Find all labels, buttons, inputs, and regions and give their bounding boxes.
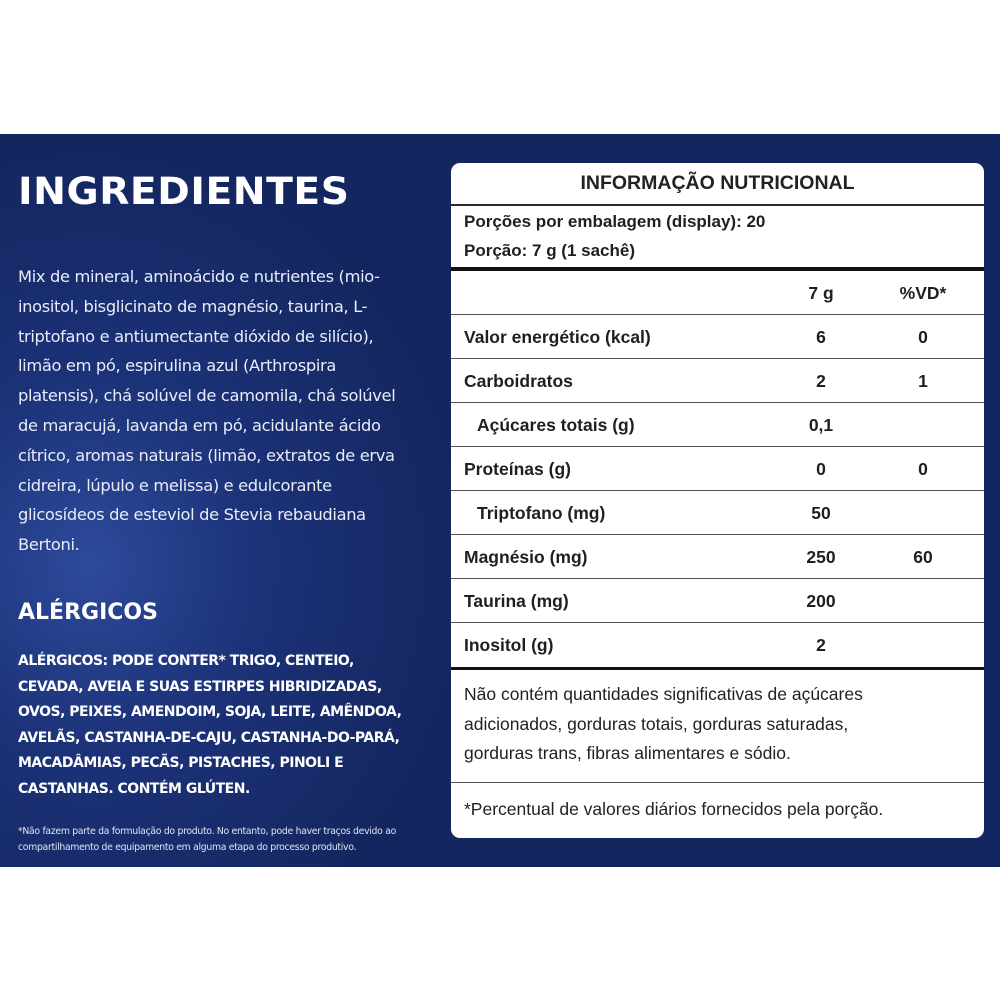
- ingredients-line: cítrico, aromas naturais (limão, extratos de erva: [18, 445, 395, 465]
- table-row: [451, 535, 984, 579]
- note-line: adicionados, gorduras totais, gorduras saturadas,: [464, 713, 849, 734]
- allergens-line: OVOS, PEIXES, AMENDOIM, SOJA, LEITE, AMÊNDOA,: [18, 704, 402, 720]
- ingredients-line: glicosídeos de esteviol de Stevia rebaudiana: [18, 505, 366, 525]
- row-value: 250: [806, 547, 836, 567]
- divider: [451, 782, 984, 783]
- row-label: Magnésio (mg): [464, 547, 588, 567]
- ingredients-line: triptofano e antiumectante dióxido de silício),: [18, 326, 374, 346]
- table-row: [451, 447, 984, 491]
- allergens-line: MACADÂMIAS, PECÃS, PISTACHES, PINOLI E: [18, 755, 344, 771]
- table-row: [451, 403, 984, 447]
- ingredients-line: de maracujá, lavanda em pó, acidulante ácido: [18, 415, 381, 435]
- row-value: 0,1: [808, 415, 834, 435]
- allergens-title: ALÉRGICOS: [18, 600, 158, 625]
- row-label: Taurina (mg): [464, 591, 569, 611]
- ingredients-title: INGREDIENTES: [18, 170, 350, 213]
- ingredients-line: Bertoni.: [18, 535, 80, 555]
- allergens-line: CASTANHAS. CONTÉM GLÚTEN.: [18, 780, 250, 797]
- dv-footnote: *Percentual de valores diários fornecidos pela porção.: [464, 799, 884, 819]
- ingredients-line: cidreira, lúpulo e melissa) e edulcorante: [18, 475, 332, 495]
- column-header-dv: %VD*: [899, 283, 947, 303]
- allergens-line: CEVADA, AVEIA E SUAS ESTIRPES HIBRIDIZADAS,: [18, 678, 382, 695]
- table-header-row: [451, 271, 984, 315]
- serving-size: Porção: 7 g (1 sachê): [464, 241, 636, 260]
- row-value: 2: [816, 371, 826, 391]
- row-value: 200: [806, 591, 836, 611]
- row-dv: 0: [918, 327, 928, 347]
- table-row: [451, 359, 984, 403]
- allergens-line: ALÉRGICOS: PODE CONTER* TRIGO, CENTEIO,: [18, 653, 354, 669]
- nutrition-title: INFORMAÇÃO NUTRICIONAL: [580, 172, 855, 194]
- row-dv: 0: [918, 459, 928, 479]
- footnote-line: *Não fazem parte da formulação do produto. No entanto, pode haver traços devido ao: [18, 826, 396, 837]
- nutrition-note: [464, 680, 969, 769]
- divider: [451, 204, 984, 206]
- servings-per-package: Porções por embalagem (display): 20: [464, 212, 766, 231]
- allergens-footnote: [18, 824, 438, 856]
- column-header-portion: 7 g: [808, 283, 834, 303]
- row-value: 50: [811, 503, 831, 523]
- ingredients-text: [18, 262, 428, 560]
- table-row: [451, 315, 984, 359]
- row-label: Proteínas (g): [464, 459, 571, 479]
- row-label: Triptofano (mg): [477, 503, 606, 523]
- thick-divider: [451, 667, 984, 670]
- row-value: 0: [816, 459, 826, 479]
- table-row: [451, 491, 984, 535]
- ingredients-line: platensis), chá solúvel de camomila, chá solúvel: [18, 386, 396, 406]
- row-label: Inositol (g): [464, 635, 554, 655]
- row-label: Valor energético (kcal): [464, 327, 651, 347]
- allergens-line: AVELÃS, CASTANHA-DE-CAJU, CASTANHA-DO-PARÁ,: [18, 729, 400, 746]
- note-line: gorduras trans, fibras alimentares e sódio.: [464, 743, 791, 763]
- row-dv: 60: [913, 547, 933, 567]
- nutrition-facts-card: [451, 163, 984, 838]
- row-label: Açúcares totais (g): [477, 415, 635, 435]
- note-line: Não contém quantidades significativas de açúcares: [464, 684, 863, 704]
- row-label: Carboidratos: [464, 371, 573, 391]
- table-row: [451, 579, 984, 623]
- ingredients-line: inositol, bisglicinato de magnésio, taurina, L-: [18, 296, 368, 316]
- allergens-text: [18, 649, 438, 802]
- ingredients-line: Mix de mineral, aminoácido e nutrientes (mio-: [18, 267, 380, 286]
- row-dv: 1: [918, 371, 928, 391]
- footnote-line: compartilhamento de equipamento em alguma etapa do processo produtivo.: [18, 842, 357, 853]
- table-row: [451, 623, 984, 667]
- row-value: 2: [816, 635, 826, 655]
- ingredients-line: limão em pó, espirulina azul (Arthrospira: [18, 356, 336, 376]
- row-value: 6: [816, 327, 826, 347]
